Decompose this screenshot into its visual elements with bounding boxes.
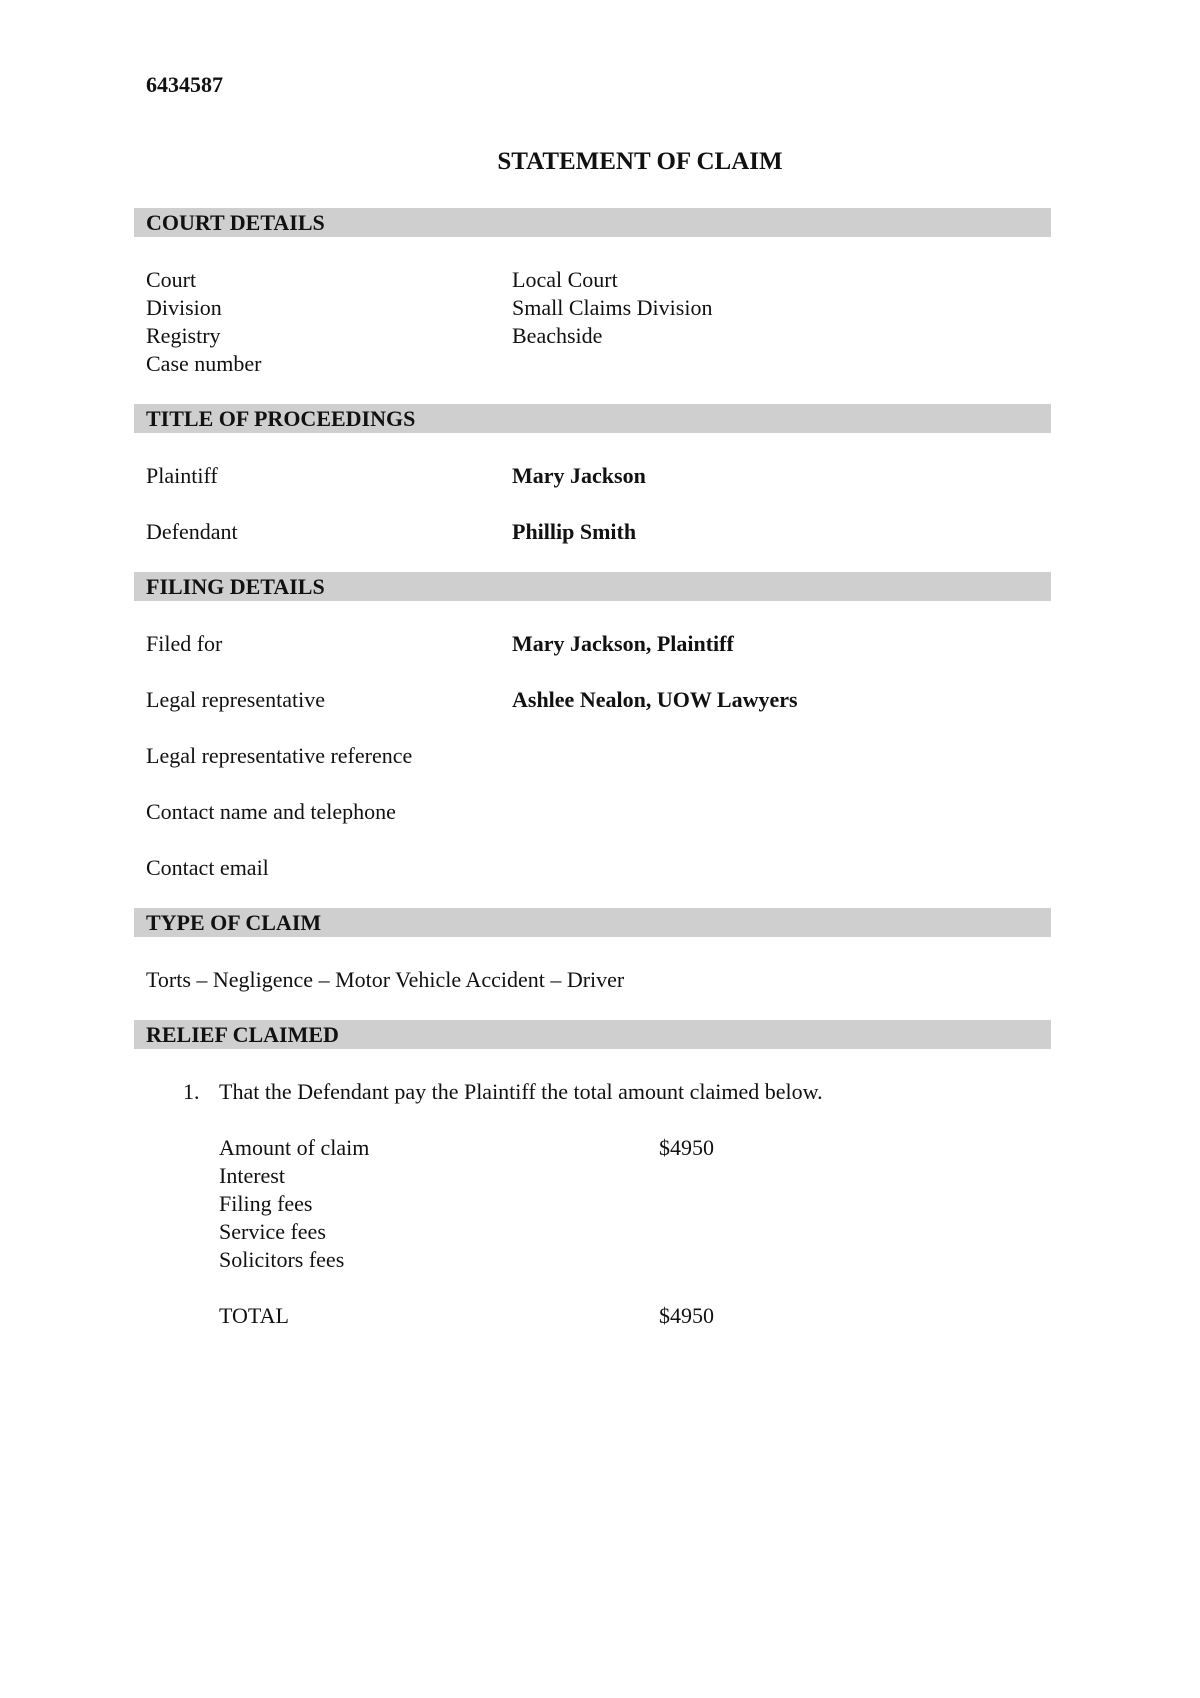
filed-for-label: Filed for	[146, 631, 223, 656]
court-value: Local Court	[512, 267, 618, 292]
court-label: Court	[146, 267, 197, 292]
plaintiff-value: Mary Jackson	[512, 463, 646, 488]
section-heading: TYPE OF CLAIM	[146, 910, 322, 935]
legal-representative-label: Legal representative	[146, 687, 325, 712]
section-heading: TITLE OF PROCEEDINGS	[146, 406, 416, 431]
legal-representative-value: Ashlee Nealon, UOW Lawyers	[512, 687, 798, 712]
total-value: $4950	[659, 1303, 714, 1328]
registry-label: Registry	[146, 323, 221, 348]
total-label: TOTAL	[219, 1303, 289, 1328]
section-court-details	[134, 208, 1051, 237]
amount-of-claim-label: Amount of claim	[219, 1135, 370, 1160]
defendant-label: Defendant	[146, 519, 238, 544]
section-heading: FILING DETAILS	[146, 574, 325, 599]
section-relief-claimed	[134, 1020, 1051, 1049]
section-title-of-proceedings	[134, 404, 1051, 433]
section-heading: RELIEF CLAIMED	[146, 1022, 339, 1047]
contact-name-telephone-label: Contact name and telephone	[146, 799, 396, 824]
contact-email-label: Contact email	[146, 855, 269, 880]
section-type-of-claim	[134, 908, 1051, 937]
interest-label: Interest	[219, 1163, 285, 1188]
division-label: Division	[146, 295, 222, 320]
amount-of-claim-value: $4950	[659, 1135, 714, 1160]
section-heading: COURT DETAILS	[146, 210, 325, 235]
filed-for-value: Mary Jackson, Plaintiff	[512, 631, 734, 656]
service-fees-label: Service fees	[219, 1219, 326, 1244]
plaintiff-label: Plaintiff	[146, 463, 218, 488]
relief-item-text: That the Defendant pay the Plaintiff the total amount claimed below.	[219, 1079, 823, 1104]
document-number: 6434587	[146, 72, 223, 97]
case-number-label: Case number	[146, 351, 262, 376]
document-title: STATEMENT OF CLAIM	[497, 148, 783, 175]
filing-fees-label: Filing fees	[219, 1191, 313, 1216]
defendant-value: Phillip Smith	[512, 519, 637, 544]
solicitors-fees-label: Solicitors fees	[219, 1247, 345, 1272]
legal-rep-reference-label: Legal representative reference	[146, 743, 413, 768]
division-value: Small Claims Division	[512, 295, 713, 320]
relief-item-number: 1.	[183, 1079, 200, 1104]
claim-type-text: Torts – Negligence – Motor Vehicle Accident – Driver	[146, 967, 625, 992]
section-filing-details	[134, 572, 1051, 601]
registry-value: Beachside	[512, 323, 603, 348]
